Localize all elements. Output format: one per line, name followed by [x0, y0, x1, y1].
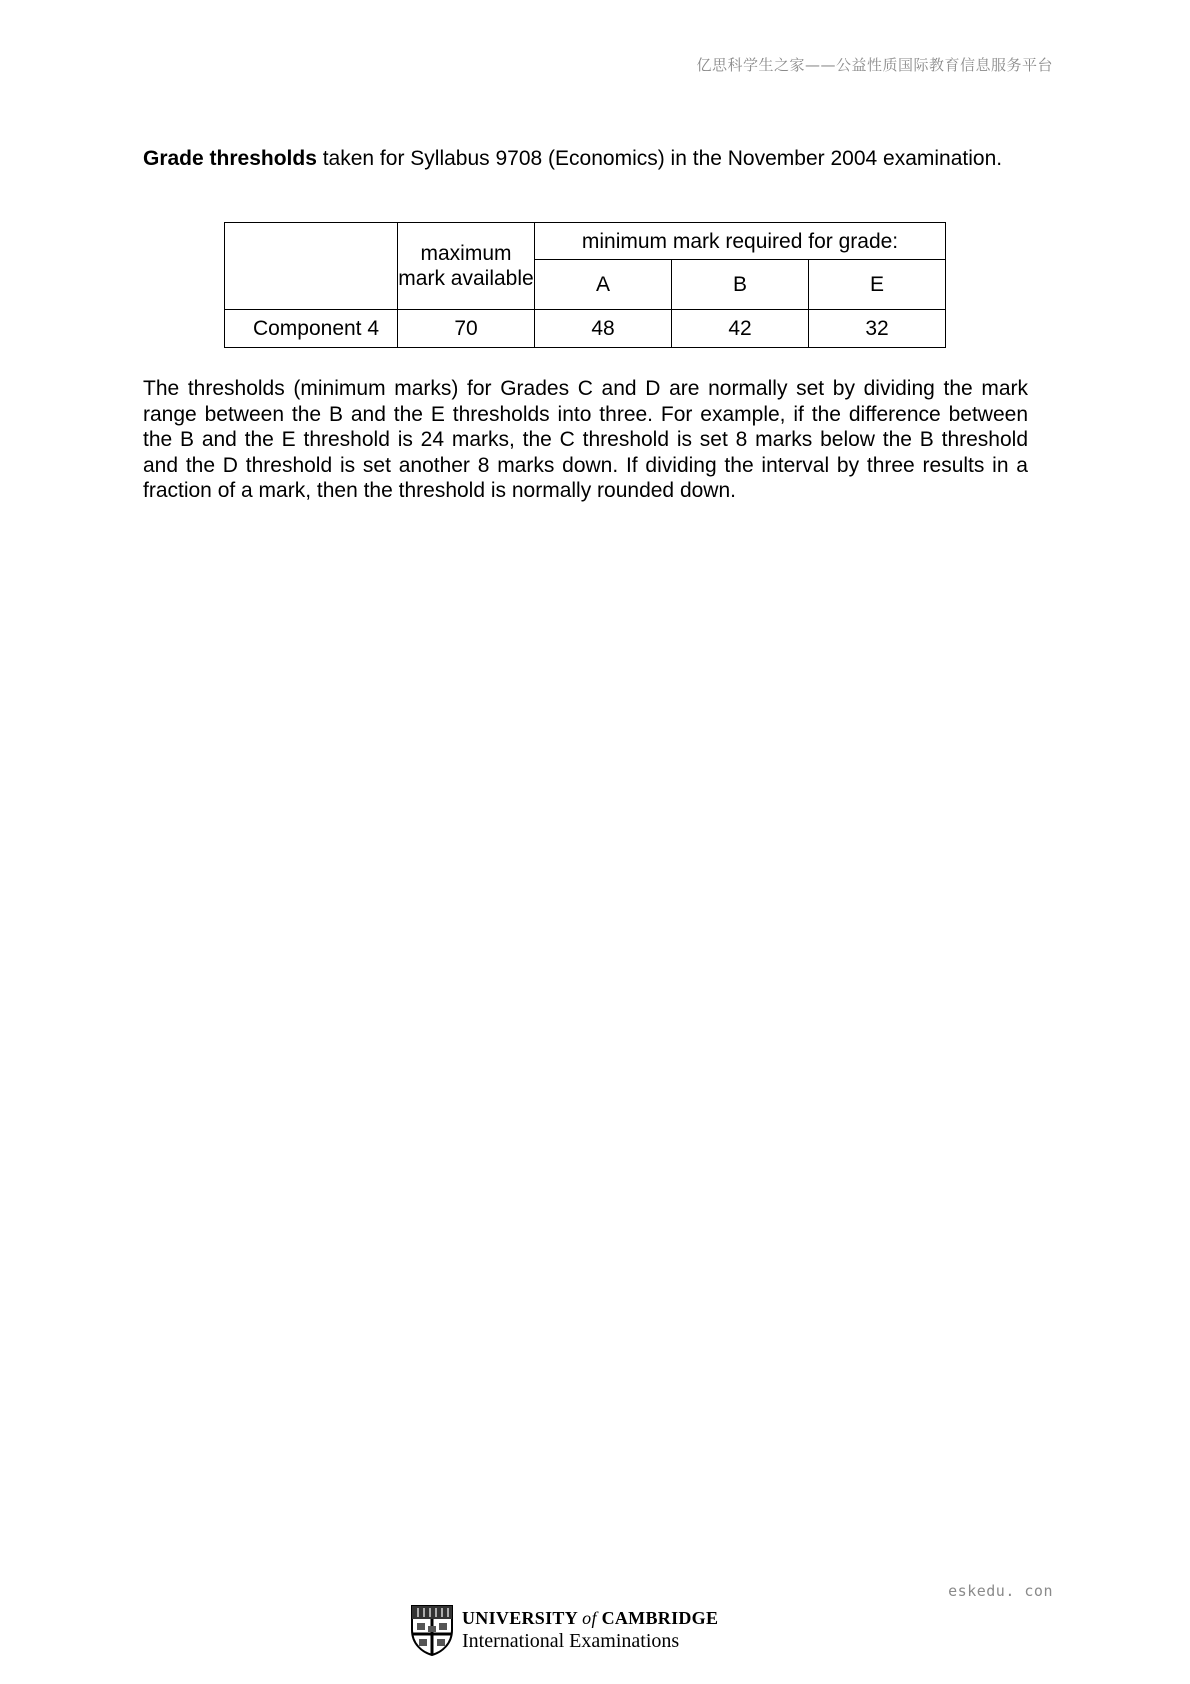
- intro-rest: taken for Syllabus 9708 (Economics) in the November 2004 examination.: [316, 147, 1003, 170]
- university-pre: UNIVERSITY: [462, 1608, 583, 1628]
- exam-board-name: International Examinations: [462, 1630, 680, 1652]
- university-name: [462, 1607, 718, 1630]
- min-mark-header: minimum mark required for grade:: [535, 223, 946, 260]
- grade-e-value: 32: [809, 310, 946, 348]
- table-empty-header: [225, 223, 398, 310]
- intro-bold: Grade thresholds: [143, 147, 317, 170]
- component-label: Component 4: [225, 310, 398, 348]
- grade-thresholds-table: [224, 222, 946, 348]
- cambridge-footer: [410, 1604, 718, 1656]
- grade-a-value: 48: [535, 310, 672, 348]
- max-mark-value: 70: [398, 310, 535, 348]
- university-of: of: [582, 1608, 597, 1628]
- grade-b-value: 42: [672, 310, 809, 348]
- intro-text: [143, 146, 1043, 172]
- max-mark-header: maximum mark available: [398, 223, 535, 310]
- grade-header-a: A: [535, 260, 672, 310]
- university-post: CAMBRIDGE: [596, 1608, 719, 1628]
- cambridge-crest-icon: [410, 1604, 454, 1656]
- grade-header-b: B: [672, 260, 809, 310]
- footer-watermark: eskedu. con: [948, 1582, 1053, 1600]
- grade-header-e: E: [809, 260, 946, 310]
- table-row: [225, 310, 946, 348]
- threshold-explanation: The thresholds (minimum marks) for Grades C and D are normally set by dividing the mark range between the B and the E thresholds into three. For example, if the difference between the B and the E threshold is 24 marks, the C threshold is set 8 marks below the B threshold and the D threshold is set another 8 marks down. If dividing the interval by three results in a fraction of a mark, then the threshold is normally rounded down.: [143, 377, 1028, 502]
- header-watermark: 亿思科学生之家——公益性质国际教育信息服务平台: [696, 56, 1053, 74]
